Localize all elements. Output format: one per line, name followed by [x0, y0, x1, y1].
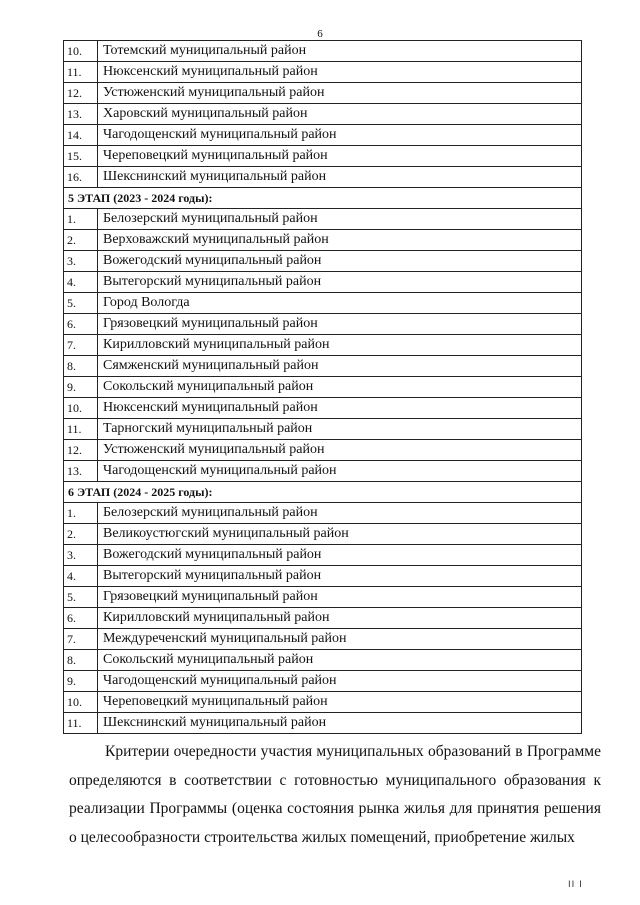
row-number: 7.: [64, 629, 98, 650]
row-number: 6.: [64, 314, 98, 335]
row-number: 4.: [64, 272, 98, 293]
row-number: 5.: [64, 293, 98, 314]
table-row: [64, 587, 582, 608]
municipality-name: Вытегорский муниципальный район: [98, 566, 582, 587]
municipality-name: Чагодощенский муниципальный район: [98, 125, 582, 146]
table-row: [64, 503, 582, 524]
row-number: 3.: [64, 545, 98, 566]
row-number: 8.: [64, 356, 98, 377]
municipality-name: Сямженский муниципальный район: [98, 356, 582, 377]
row-number: 5.: [64, 587, 98, 608]
municipality-name: Грязовецкий муниципальный район: [98, 314, 582, 335]
stage-header: 6 ЭТАП (2024 - 2025 годы):: [64, 482, 582, 503]
municipality-name: Грязовецкий муниципальный район: [98, 587, 582, 608]
table-row: [64, 272, 582, 293]
table-row: [64, 440, 582, 461]
municipality-name: Белозерский муниципальный район: [98, 503, 582, 524]
row-number: 3.: [64, 251, 98, 272]
row-number: 11.: [64, 419, 98, 440]
table-row: [64, 125, 582, 146]
municipality-name: Белозерский муниципальный район: [98, 209, 582, 230]
municipality-name: Устюженский муниципальный район: [98, 83, 582, 104]
municipality-name: Тарногский муниципальный район: [98, 419, 582, 440]
table-row: [64, 167, 582, 188]
municipality-name: Тотемский муниципальный район: [98, 41, 582, 62]
table-row: [64, 545, 582, 566]
table-row: [64, 650, 582, 671]
table-row: [64, 251, 582, 272]
table-row: [64, 713, 582, 734]
row-number: 7.: [64, 335, 98, 356]
row-number: 11.: [64, 62, 98, 83]
municipality-name: Город Вологда: [98, 293, 582, 314]
page-number: 6: [317, 28, 323, 40]
municipality-name: Верховажский муниципальный район: [98, 230, 582, 251]
municipality-name: Череповецкий муниципальный район: [98, 146, 582, 167]
row-number: 9.: [64, 377, 98, 398]
table-row: [64, 419, 582, 440]
corner-mark: II I: [568, 880, 583, 890]
table-row: [64, 293, 582, 314]
row-number: 1.: [64, 209, 98, 230]
table-row: [64, 524, 582, 545]
table-row: [64, 230, 582, 251]
table-row: [64, 41, 582, 62]
row-number: 10.: [64, 41, 98, 62]
table-row: [64, 566, 582, 587]
municipality-table-body: [64, 41, 582, 734]
table-row: [64, 146, 582, 167]
municipality-name: Шекснинский муниципальный район: [98, 713, 582, 734]
row-number: 13.: [64, 461, 98, 482]
table-row: [64, 692, 582, 713]
row-number: 4.: [64, 566, 98, 587]
table-row: [64, 461, 582, 482]
municipality-table: [63, 40, 582, 734]
body-paragraph: Критерии очередности участия муниципальных образований в Программе определяются в соответствии с готовностью муниципального образования к реализации Программы (оценка состояния рынка жилья для принятия решения о целесообразности строительства жилых помещений, приобретение жилых: [69, 743, 601, 846]
row-number: 16.: [64, 167, 98, 188]
stage-header-row: [64, 482, 582, 503]
table-row: [64, 398, 582, 419]
row-number: 11.: [64, 713, 98, 734]
municipality-name: Сокольский муниципальный район: [98, 650, 582, 671]
row-number: 2.: [64, 524, 98, 545]
table-row: [64, 629, 582, 650]
table-row: [64, 608, 582, 629]
municipality-name: Харовский муниципальный район: [98, 104, 582, 125]
row-number: 10.: [64, 692, 98, 713]
table-row: [64, 209, 582, 230]
table-row: [64, 104, 582, 125]
row-number: 6.: [64, 608, 98, 629]
row-number: 12.: [64, 440, 98, 461]
row-number: 14.: [64, 125, 98, 146]
table-row: [64, 62, 582, 83]
stage-header: 5 ЭТАП (2023 - 2024 годы):: [64, 188, 582, 209]
municipality-name: Нюксенский муниципальный район: [98, 398, 582, 419]
municipality-name: Вожегодский муниципальный район: [98, 251, 582, 272]
table-row: [64, 83, 582, 104]
municipality-name: Междуреченский муниципальный район: [98, 629, 582, 650]
table-row: [64, 671, 582, 692]
municipality-name: Великоустюгский муниципальный район: [98, 524, 582, 545]
row-number: 2.: [64, 230, 98, 251]
municipality-name: Вытегорский муниципальный район: [98, 272, 582, 293]
table-row: [64, 314, 582, 335]
municipality-name: Чагодощенский муниципальный район: [98, 671, 582, 692]
stage-header-row: [64, 188, 582, 209]
municipality-name: Сокольский муниципальный район: [98, 377, 582, 398]
table-row: [64, 356, 582, 377]
municipality-name: Череповецкий муниципальный район: [98, 692, 582, 713]
row-number: 12.: [64, 83, 98, 104]
row-number: 15.: [64, 146, 98, 167]
municipality-name: Чагодощенский муниципальный район: [98, 461, 582, 482]
table-row: [64, 335, 582, 356]
row-number: 8.: [64, 650, 98, 671]
municipality-name: Вожегодский муниципальный район: [98, 545, 582, 566]
row-number: 13.: [64, 104, 98, 125]
row-number: 9.: [64, 671, 98, 692]
municipality-name: Кирилловский муниципальный район: [98, 335, 582, 356]
municipality-name: Шекснинский муниципальный район: [98, 167, 582, 188]
municipality-name: Нюксенский муниципальный район: [98, 62, 582, 83]
row-number: 10.: [64, 398, 98, 419]
municipality-name: Устюженский муниципальный район: [98, 440, 582, 461]
row-number: 1.: [64, 503, 98, 524]
table-row: [64, 377, 582, 398]
municipality-name: Кирилловский муниципальный район: [98, 608, 582, 629]
